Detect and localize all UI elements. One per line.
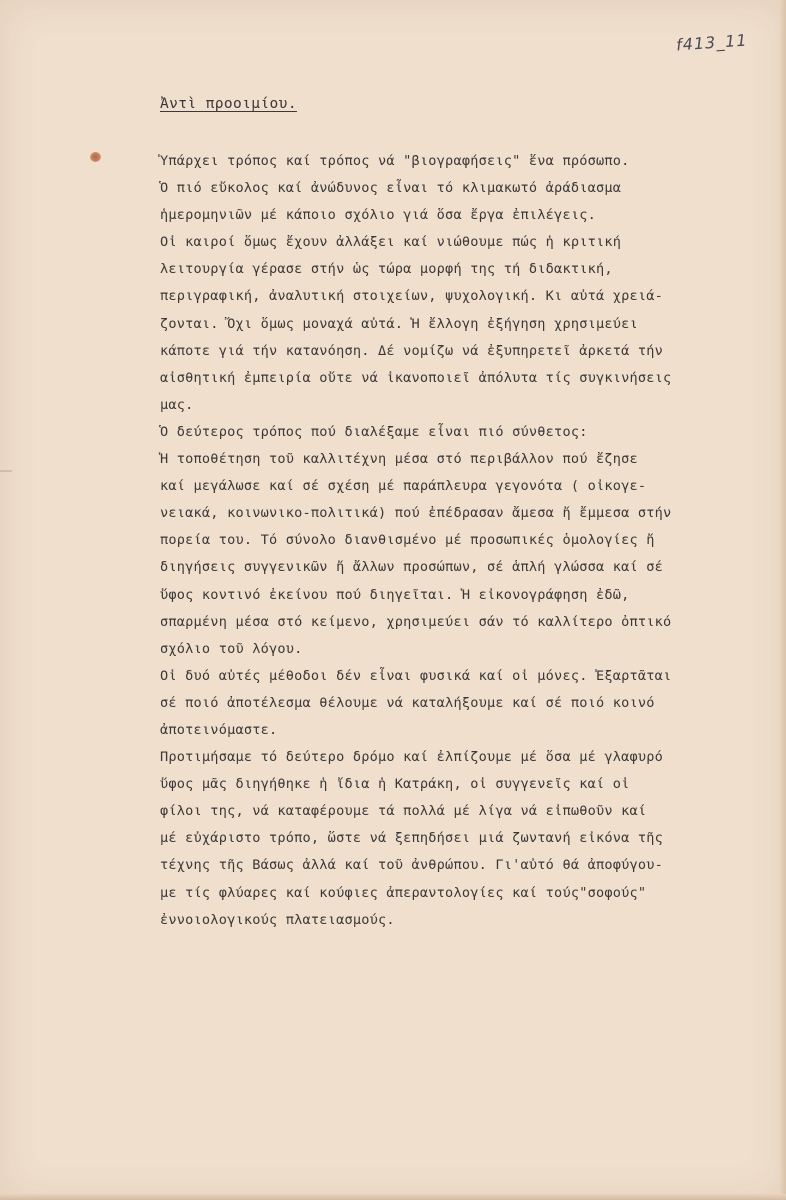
text-line: ἀποτεινόμαστε. (160, 721, 278, 738)
text-line: ζονται. Ὄχι ὅμως μοναχά αὐτά. Ἡ ἔλλογη ἐξήγηση χρησιμεύει (160, 315, 638, 332)
text-line: Ὁ πιό εὔκολος καί ἀνώδυνος εἶναι τό κλιμακωτό ἀράδιασμα (160, 180, 622, 197)
text-line: φίλοι της, νά καταφέρουμε τά πολλά μέ λίγα νά εἰπωθοῦν καί (160, 803, 647, 820)
text-line: σπαρμένη μέσα στό κείμενο, χρησιμεύει σάν τό καλλίτερο ὀπτικό (160, 613, 672, 630)
text-line: Ὁ δεύτερος τρόπος πού διαλέξαμε εἶναι πιό σύνθετος: (160, 423, 588, 440)
text-line: Ἡ τοποθέτηση τοῦ καλλιτέχνη μέσα στό περιβάλλον πού ἔζησε (160, 451, 638, 468)
text-line: νειακά, κοινωνικο-πολιτικά) πού ἐπέδρασαν ἄμεσα ἤ ἔμμεσα στήν (160, 505, 672, 522)
text-line: διηγήσεις συγγενικῶν ἤ ἄλλων προσώπων, σέ ἁπλή γλώσσα καί σέ (160, 559, 664, 576)
ink-stain (90, 152, 101, 162)
page-edge-right (780, 0, 786, 1200)
text-line: ὕφος μᾶς διηγήθηκε ἡ ἴδια ἡ Κατράκη, οἱ συγγενεῖς καί οἱ (160, 776, 630, 793)
document-title: Ἀντὶ προοιμίου. (160, 96, 297, 112)
text-line: Ὑπάρχει τρόπος καί τρόπος νά "βιογραφήσεις" ἕνα πρόσωπο. (160, 153, 630, 169)
text-line: ἡμερομηνιῶν μέ κάποιο σχόλιο γιά ὅσα ἔργα ἐπιλέγεις. (160, 207, 596, 224)
text-line: ὕφος κοντινό ἐκείνου πού διηγεῖται. Ἡ εἰκονογράφηση ἐδῶ, (160, 586, 630, 603)
text-line: μέ εὐχάριστο τρόπο, ὥστε νά ξεπηδήσει μιά ζωντανή εἰκόνα τῆς (160, 830, 664, 847)
text-line: λειτουργία γέρασε στήν ὡς τώρα μορφή της τή διδακτική, (160, 261, 613, 278)
text-line: πορεία του. Τό σύνολο διανθισμένο μέ προσωπικές ὁμολογίες ἤ (160, 532, 655, 549)
text-line: κάποτε γιά τήν κατανόηση. Δέ νομίζω νά ἐξυπηρετεῖ ἀρκετά τήν (160, 342, 664, 359)
page-crease (0, 470, 12, 472)
archive-code: f413_11 (675, 30, 749, 55)
text-line: Προτιμήσαμε τό δεύτερο δρόμο καί ἐλπίζουμε μέ ὅσα μέ γλαφυρό (160, 749, 664, 766)
text-line: καί μεγάλωσε καί σέ σχέση μέ παράπλευρα γεγονότα ( οἰκογε- (160, 478, 647, 495)
text-line: μας. (160, 396, 194, 413)
page-edge-bottom (0, 1194, 786, 1200)
text-line: Οἱ δυό αὐτές μέθοδοι δέν εἶναι φυσικά καί οἱ μόνες. Ἐξαρτᾶται (160, 667, 672, 684)
text-line: με τίς φλύαρες καί κούφιες ἀπεραντολογίες καί τούς"σοφούς" (160, 884, 647, 901)
text-line: τέχνης τῆς Βάσως ἀλλά καί τοῦ ἀνθρώπου. Γι'αὐτό θά ἀποφύγου- (160, 857, 664, 874)
text-line: ἐννοιολογικούς πλατειασμούς. (160, 911, 395, 928)
text-line: περιγραφική, ἀναλυτική στοιχείων, ψυχολογική. Κι αὐτά χρειά- (160, 288, 664, 305)
document-body (160, 148, 720, 934)
text-line: σχόλιο τοῦ λόγου. (160, 640, 303, 657)
text-line: Οἱ καιροί ὅμως ἔχουν ἀλλάξει καί νιώθουμε πώς ἡ κριτική (160, 234, 622, 251)
text-line: αἰσθητική ἐμπειρία οὔτε νά ἱκανοποιεῖ ἀπόλυτα τίς συγκινήσεις (160, 369, 672, 386)
text-line: σέ ποιό ἀποτέλεσμα θέλουμε νά καταλήξουμε καί σέ ποιό κοινό (160, 694, 655, 711)
